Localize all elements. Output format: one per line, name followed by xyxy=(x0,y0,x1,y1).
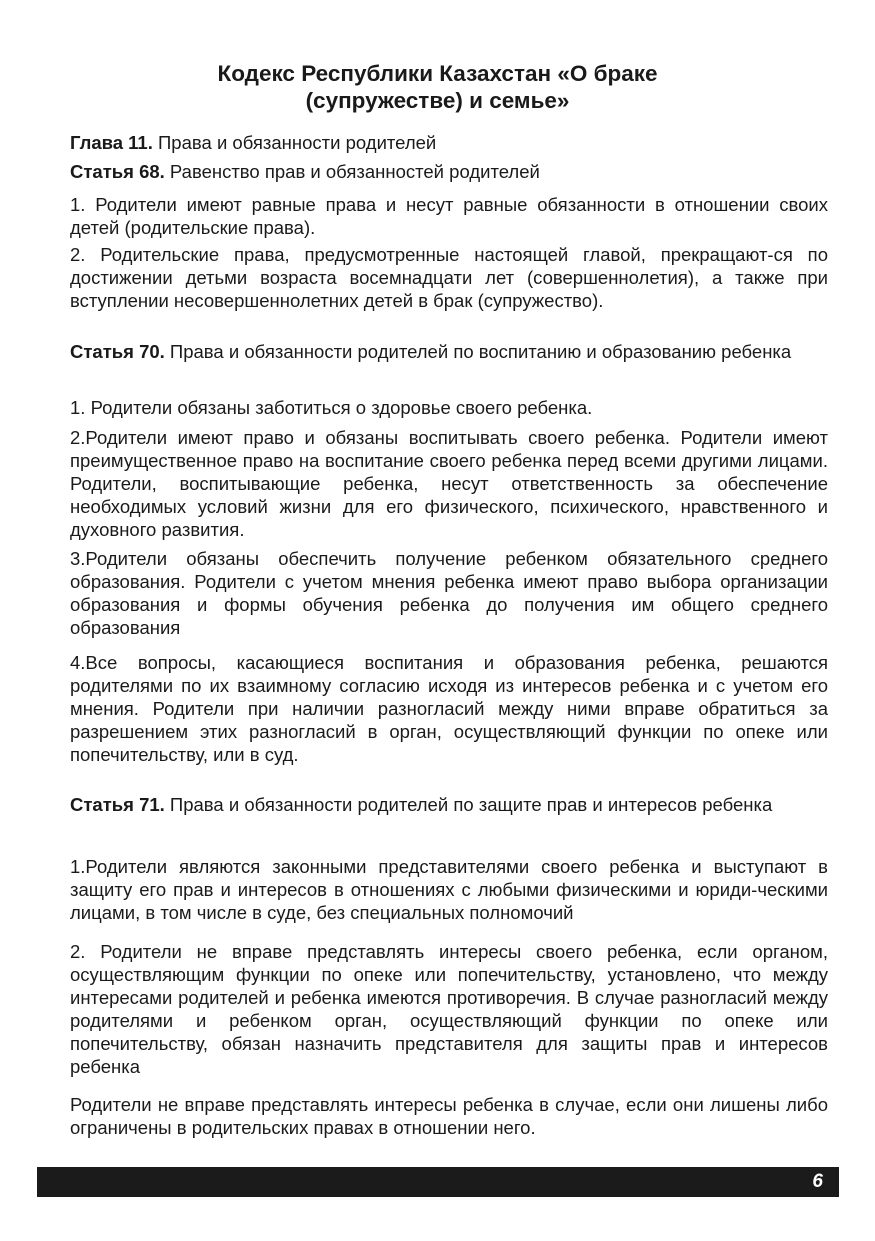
article-68-paragraph-1: 1. Родители имеют равные права и несут равные обязанности в отношении своих детей (родительские права). xyxy=(70,194,828,238)
article-71-label: Статья 71. xyxy=(70,794,165,815)
article-70-paragraph-1: 1. Родители обязаны заботиться о здоровье своего ребенка. xyxy=(70,397,593,418)
article-71-paragraph-1: 1.Родители являются законными представителями своего ребенка и выступают в защиту его прав и интересов в отношениях с любыми физическими и юриди-ческими лицами, в том числе в суде, без специальных полномочий xyxy=(70,856,828,923)
article-68-title: Равенство прав и обязанностей родителей xyxy=(164,161,540,182)
article-68-paragraph-2: 2. Родительские права, предусмотренные настоящей главой, прекращают-ся по достижении детьми возраста восемнадцати лет (совершеннолетия), а также при вступлении несовершеннолетних детей в брак (супружество). xyxy=(70,244,828,311)
page-number: 6 xyxy=(812,1171,823,1192)
chapter-heading xyxy=(70,131,828,154)
article-70-heading xyxy=(70,340,828,363)
article-71-heading xyxy=(70,793,828,816)
document-title xyxy=(0,60,875,114)
chapter-title: Права и обязанности родителей xyxy=(152,132,437,153)
article-70-paragraph-3: 3.Родители обязаны обеспечить получение ребенком обязательного среднего образования. Родители с учетом мнения ребенка имеют право выбора организации образования и формы обучения ребенка до получения им общего среднего образования xyxy=(70,548,828,638)
article-71-paragraph-3: Родители не вправе представлять интересы ребенка в случае, если они лишены либо ограничены в родительских правах в отношении него. xyxy=(70,1094,828,1138)
footer-bar xyxy=(37,1167,839,1197)
chapter-label: Глава 11. xyxy=(70,132,153,153)
article-70-paragraph-4: 4.Все вопросы, касающиеся воспитания и образования ребенка, решаются родителями по их взаимному согласию исходя из интересов ребенка и с учетом его мнения. Родители при наличии разногласий между ними вправе обратиться за разрешением этих разногласий в орган, осуществляющий функции по опеке или попечительству, или в суд. xyxy=(70,652,828,765)
document-title-line-2: (супружестве) и семье» xyxy=(305,88,570,113)
article-70-label: Статья 70. xyxy=(70,341,165,362)
document-title-line-1: Кодекс Республики Казахстан «О браке xyxy=(217,61,658,86)
article-70-paragraph-2: 2.Родители имеют право и обязаны воспитывать своего ребенка. Родители имеют преимущественное право на воспитание своего ребенка перед всеми другими лицами. Родители, воспитывающие ребенка, несут ответственность за обеспечение необходимых условий жизни для его физического, психического, нравственного и духовного развития. xyxy=(70,427,828,540)
article-71-paragraph-2: 2. Родители не вправе представлять интересы своего ребенка, если органом, осуществляющим функции по опеке или попечительству, установлено, что между интересами родителей и ребенка имеются противоречия. В случае разногласий между родителями и ребенком орган, осуществляющий функции по опеке или попечительству, обязан назначить представителя для защиты прав и интересов ребенка xyxy=(70,941,828,1077)
article-68-label: Статья 68. xyxy=(70,161,165,182)
article-71-title: Права и обязанности родителей по защите прав и интересов ребенка xyxy=(164,794,773,815)
article-70-title: Права и обязанности родителей по воспитанию и образованию ребенка xyxy=(164,341,792,362)
article-68-heading xyxy=(70,160,828,183)
